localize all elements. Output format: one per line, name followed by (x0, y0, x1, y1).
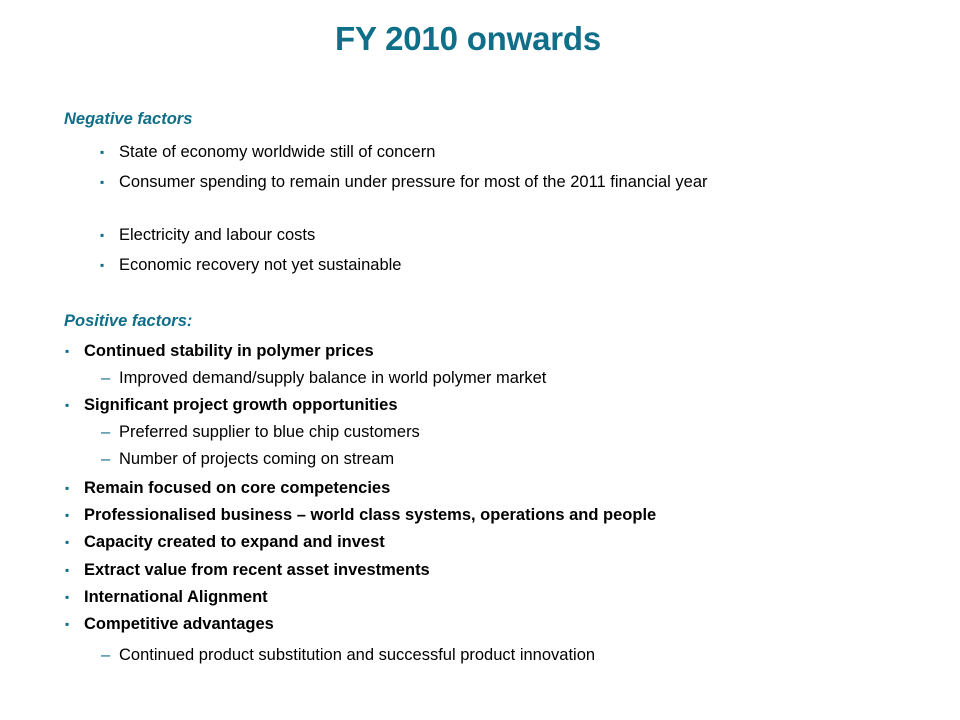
positive-factors-heading: Positive factors: (64, 312, 193, 330)
positive-item-text: Significant project growth opportunities (84, 396, 398, 414)
negative-item (100, 225, 799, 246)
square-bullet-icon: ▪ (100, 258, 105, 272)
positive-subitem (101, 368, 819, 389)
negative-item-text: Consumer spending to remain under pressure for most of the 2011 financial year (119, 173, 708, 191)
negative-item (100, 142, 799, 163)
positive-item-text: International Alignment (84, 588, 268, 606)
positive-subitem (101, 449, 819, 470)
negative-factors-heading: Negative factors (64, 110, 193, 128)
positive-item-text: Extract value from recent asset investments (84, 561, 430, 579)
square-bullet-icon: ▪ (65, 563, 70, 577)
positive-item (65, 478, 844, 499)
square-bullet-icon: ▪ (65, 535, 70, 549)
positive-item (65, 341, 844, 362)
negative-item-text: Electricity and labour costs (119, 226, 316, 244)
negative-item-text: Economic recovery not yet sustainable (119, 256, 402, 274)
negative-item (100, 172, 799, 193)
square-bullet-icon: ▪ (100, 145, 105, 159)
positive-item (65, 560, 844, 581)
square-bullet-icon: ▪ (65, 481, 70, 495)
positive-subitem-text: Preferred supplier to blue chip customers (119, 423, 420, 441)
positive-subitem (101, 422, 819, 443)
positive-item (65, 505, 844, 526)
dash-bullet-icon: – (101, 646, 111, 664)
square-bullet-icon: ▪ (100, 175, 105, 189)
dash-bullet-icon: – (101, 423, 111, 441)
negative-item (100, 255, 799, 276)
positive-item (65, 614, 844, 635)
square-bullet-icon: ▪ (65, 344, 70, 358)
positive-subitem (101, 645, 819, 666)
positive-subitem-text: Continued product substitution and successful product innovation (119, 646, 596, 664)
square-bullet-icon: ▪ (65, 590, 70, 604)
positive-item (65, 395, 844, 416)
negative-item-text: State of economy worldwide still of concern (119, 143, 436, 161)
positive-item-text: Continued stability in polymer prices (84, 342, 374, 360)
positive-item-text: Capacity created to expand and invest (84, 533, 385, 551)
positive-item (65, 532, 844, 553)
positive-item-text: Remain focused on core competencies (84, 479, 391, 497)
square-bullet-icon: ▪ (65, 508, 70, 522)
dash-bullet-icon: – (101, 369, 111, 387)
positive-subitem-text: Improved demand/supply balance in world polymer market (119, 369, 547, 387)
square-bullet-icon: ▪ (65, 398, 70, 412)
positive-item-text: Professionalised business – world class systems, operations and people (84, 506, 657, 524)
positive-item (65, 587, 844, 608)
square-bullet-icon: ▪ (100, 228, 105, 242)
slide-title: FY 2010 onwards (334, 20, 601, 57)
positive-subitem-text: Number of projects coming on stream (119, 450, 395, 468)
square-bullet-icon: ▪ (65, 617, 70, 631)
positive-item-text: Competitive advantages (84, 615, 274, 633)
dash-bullet-icon: – (101, 450, 111, 468)
